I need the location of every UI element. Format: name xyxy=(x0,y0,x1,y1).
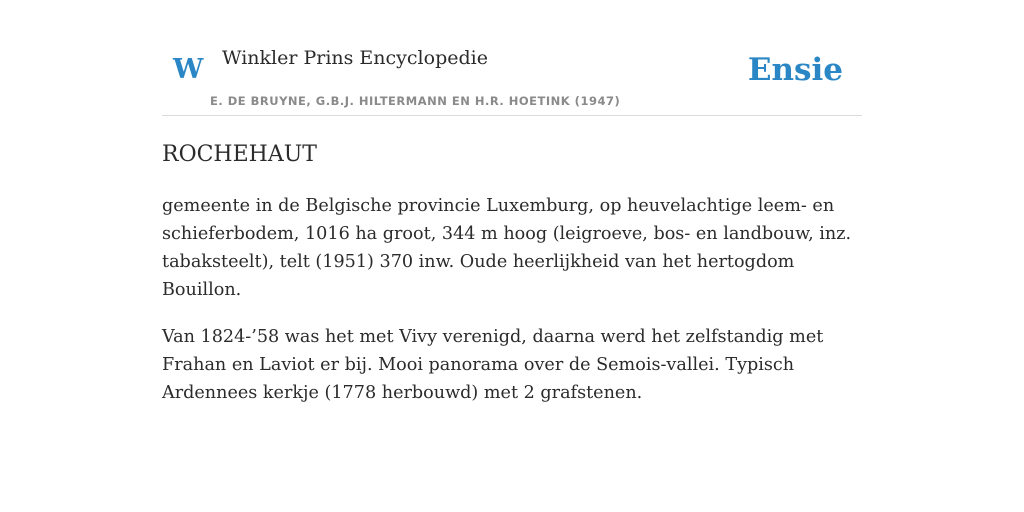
article-page xyxy=(162,0,862,403)
encyclopedia-header xyxy=(162,0,862,116)
entry-paragraph: Van 1824-’58 was het met Vivy verenigd, daarna werd het zelfstandig met Frahan en Laviot er bij. Mooi panorama over de Semois-vallei. Typisch Ardennees kerkje (1778 herbouwd) met 2 grafstenen. xyxy=(162,327,824,403)
ensie-logo[interactable]: Ensie xyxy=(747,52,843,88)
entry-paragraph: gemeente in de Belgische provincie Luxemburg, op heuvelachtige leem- en schieferbodem, 1016 ha groot, 344 m hoog (leigroeve, bos- en landbouw, inz. tabaksteelt), telt (1951) 370 inw. Oude heerlijkheid van het hertogdom Bouillon. xyxy=(162,196,852,300)
winkler-prins-logo-icon[interactable]: W xyxy=(173,54,204,85)
encyclopedia-title[interactable]: Winkler Prins Encyclopedie xyxy=(222,47,488,69)
entry-body xyxy=(162,192,862,426)
encyclopedia-authors: E. DE BRUYNE, G.B.J. HILTERMANN EN H.R. HOETINK (1947) xyxy=(210,94,621,108)
entry-title: ROCHEHAUT xyxy=(162,142,317,167)
